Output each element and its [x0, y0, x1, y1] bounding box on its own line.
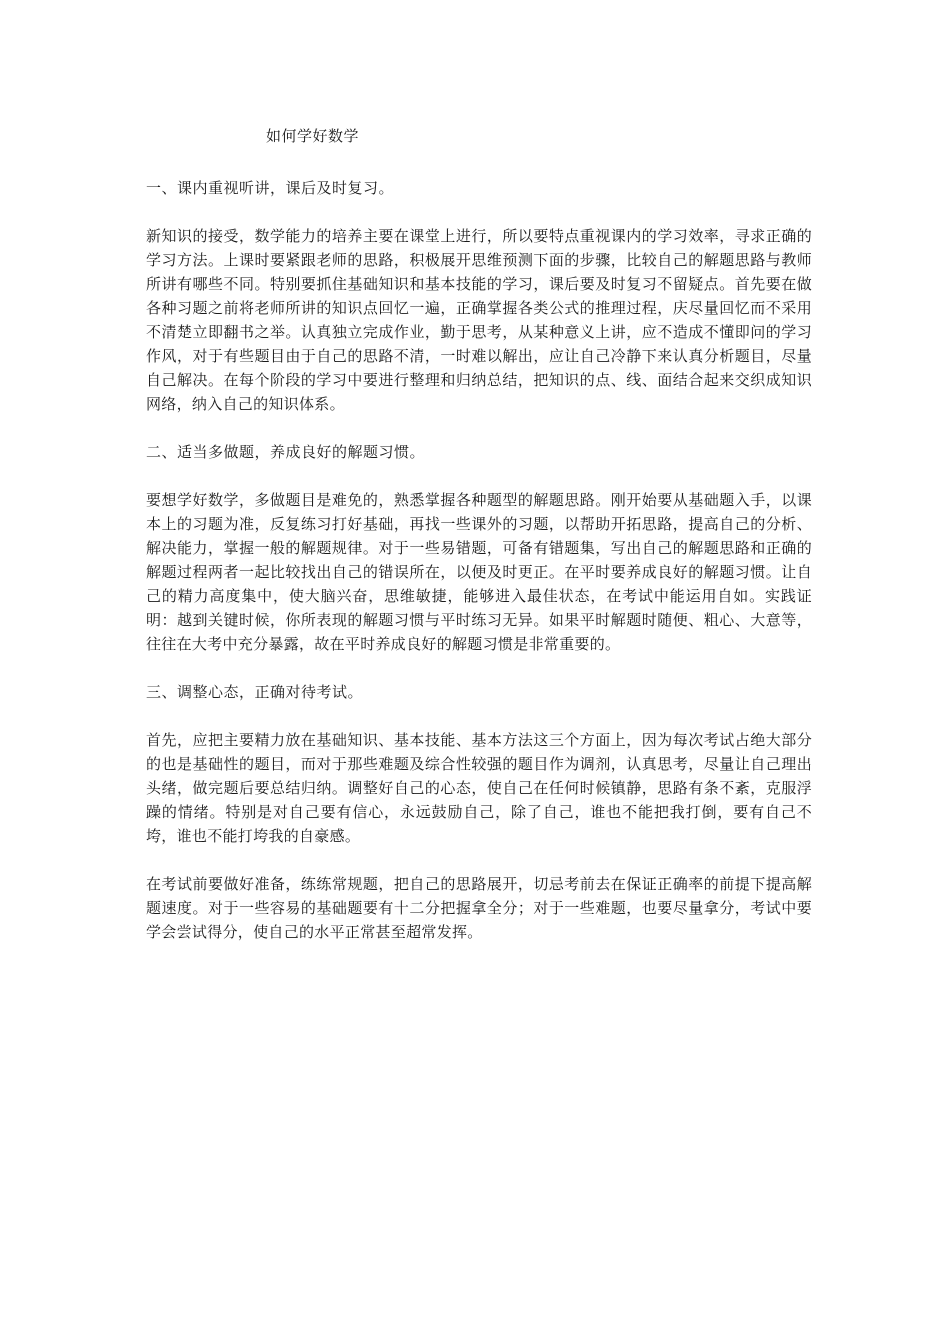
- document-title: 如何学好数学: [266, 127, 360, 145]
- section-paragraph: 在考试前要做好准备，练练常规题，把自己的思路展开，切忌考前去在保证正确率的前提下提高解题速度。对于一些容易的基础题要有十二分把握拿全分；对于一些难题，也要尽量拿分，考试中要学会尝试得分，使自己的水平正常甚至超常发挥。: [146, 875, 812, 941]
- section-paragraph: 首先，应把主要精力放在基础知识、基本技能、基本方法这三个方面上，因为每次考试占绝大部分的也是基础性的题目，而对于那些难题及综合性较强的题目作为调剂，认真思考，尽量让自己理出头绪，做完题后要总结归纳。调整好自己的心态，使自己在任何时候镇静，思路有条不紊，克服浮躁的情绪。特别是对自己要有信心，永远鼓励自己，除了自己，谁也不能把我打倒，要有自己不垮，谁也不能打垮我的自豪感。: [146, 731, 812, 845]
- section-paragraph: 新知识的接受，数学能力的培养主要在课堂上进行，所以要特点重视课内的学习效率，寻求正确的学习方法。上课时要紧跟老师的思路，积极展开思维预测下面的步骤，比较自己的解题思路与教师所讲有哪些不同。特别要抓住基础知识和基本技能的学习，课后要及时复习不留疑点。首先要在做各种习题之前将老师所讲的知识点回忆一遍，正确掌握各类公式的推理过程，庆尽量回忆而不采用不清楚立即翻书之举。认真独立完成作业，勤于思考，从某种意义上讲，应不造成不懂即问的学习作风，对于有些题目由于自己的思路不清，一时难以解出，应让自己冷静下来认真分析题目，尽量自己解决。在每个阶段的学习中要进行整理和归纳总结，把知识的点、线、面结合起来交织成知识网络，纳入自己的知识体系。: [146, 227, 812, 413]
- document-body: [146, 176, 812, 968]
- section-1: [146, 176, 812, 416]
- section-heading: 一、课内重视听讲，课后及时复习。: [146, 179, 395, 197]
- section-2: [146, 440, 812, 656]
- section-heading: 三、调整心态，正确对待考试。: [146, 683, 364, 701]
- section-paragraph: 要想学好数学，多做题目是难免的，熟悉掌握各种题型的解题思路。刚开始要从基础题入手，以课本上的习题为准，反复练习打好基础，再找一些课外的习题，以帮助开拓思路，提高自己的分析、解决能力，掌握一般的解题规律。对于一些易错题，可备有错题集，写出自己的解题思路和正确的解题过程两者一起比较找出自己的错误所在，以便及时更正。在平时要养成良好的解题习惯。让自己的精力高度集中，使大脑兴奋，思维敏捷，能够进入最佳状态，在考试中能运用自如。实践证明：越到关键时候，你所表现的解题习惯与平时练习无异。如果平时解题时随便、粗心、大意等，往往在大考中充分暴露，故在平时养成良好的解题习惯是非常重要的。: [146, 491, 812, 653]
- section-3: [146, 680, 812, 944]
- section-heading: 二、适当多做题，养成良好的解题习惯。: [146, 443, 426, 461]
